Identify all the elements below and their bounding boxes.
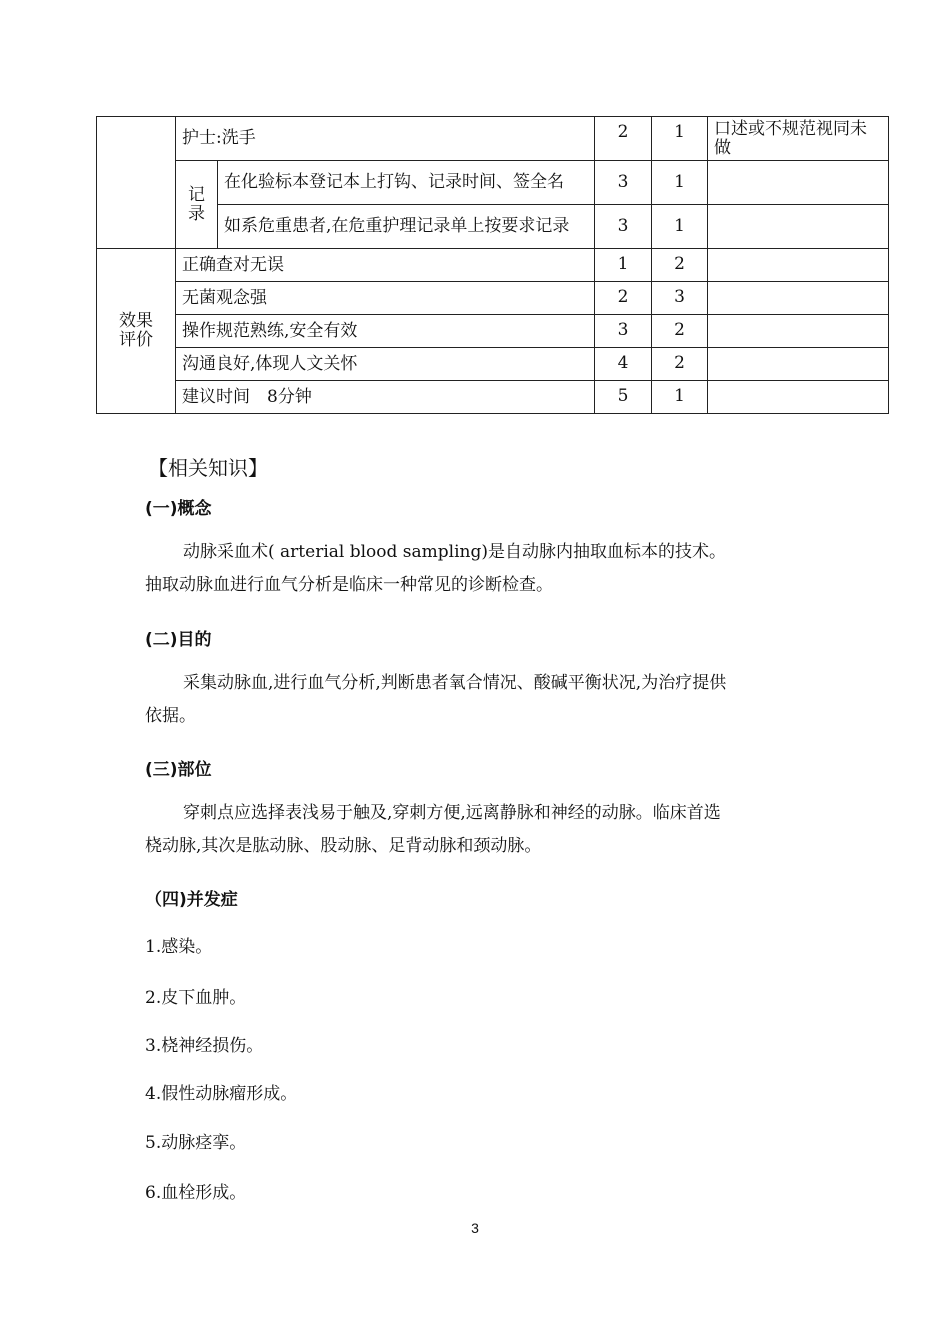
site-paragraph (145, 797, 805, 863)
weight-cell: 1 (652, 205, 708, 249)
score-cell: 3 (595, 161, 652, 205)
score-cell: 3 (595, 205, 652, 249)
note-cell (708, 348, 889, 381)
section-title: 【相关知识】 (148, 456, 268, 480)
item-cell: 操作规范熟练,安全有效 (176, 315, 595, 348)
scoring-table (96, 116, 889, 414)
note-cell (708, 282, 889, 315)
note-cell: 口述或不规范视同未做 (708, 117, 889, 161)
purpose-paragraph (145, 667, 805, 733)
concept-line: 动脉采血术( arterial blood sampling)是自动脉内抽取血标本的技术。 (183, 542, 727, 562)
note-cell (708, 381, 889, 414)
list-item: 4.假性动脉瘤形成。 (145, 1084, 298, 1104)
score-cell: 4 (595, 348, 652, 381)
table-row (97, 117, 889, 161)
table-row (97, 249, 889, 282)
table-row (97, 282, 889, 315)
purpose-line: 依据。 (145, 706, 196, 726)
item-cell: 在化验标本登记本上打钩、记录时间、签全名 (218, 161, 595, 205)
site-heading: (三)部位 (145, 760, 212, 780)
weight-cell: 3 (652, 282, 708, 315)
weight-cell: 2 (652, 249, 708, 282)
concept-paragraph (145, 536, 805, 602)
note-cell (708, 249, 889, 282)
complications-heading: （四)并发症 (145, 890, 238, 910)
table-row (97, 348, 889, 381)
table-row (97, 161, 889, 205)
weight-cell: 2 (652, 348, 708, 381)
concept-line: 抽取动脉血进行血气分析是临床一种常见的诊断检查。 (145, 575, 553, 595)
score-cell: 2 (595, 117, 652, 161)
site-line: 穿刺点应选择表浅易于触及,穿刺方便,远离静脉和神经的动脉。临床首选 (183, 803, 721, 823)
page-number: 3 (471, 1220, 479, 1236)
purpose-line: 采集动脉血,进行血气分析,判断患者氧合情况、酸碱平衡状况,为治疗提供 (183, 673, 727, 693)
score-cell: 3 (595, 315, 652, 348)
list-item: 5.动脉痉挛。 (145, 1133, 247, 1153)
score-cell: 2 (595, 282, 652, 315)
site-line: 桡动脉,其次是肱动脉、股动脉、足背动脉和颈动脉。 (145, 836, 542, 856)
item-cell: 无菌观念强 (176, 282, 595, 315)
list-item: 3.桡神经损伤。 (145, 1036, 264, 1056)
weight-cell: 1 (652, 381, 708, 414)
concept-heading: (一)概念 (145, 499, 212, 519)
list-item: 2.皮下血肿。 (145, 988, 247, 1008)
list-item: 6.血栓形成。 (145, 1183, 247, 1203)
record-label: 记 录 (176, 161, 218, 249)
item-cell: 正确查对无误 (176, 249, 595, 282)
purpose-heading: (二)目的 (145, 630, 212, 650)
item-cell: 建议时间 8分钟 (176, 381, 595, 414)
score-cell: 1 (595, 249, 652, 282)
note-cell (708, 315, 889, 348)
weight-cell: 2 (652, 315, 708, 348)
note-cell (708, 205, 889, 249)
item-cell: 护士:洗手 (176, 117, 595, 161)
table-row (97, 315, 889, 348)
weight-cell: 1 (652, 161, 708, 205)
list-item: 1.感染。 (145, 937, 213, 957)
item-cell: 如系危重患者,在危重护理记录单上按要求记录 (218, 205, 595, 249)
table-row (97, 381, 889, 414)
score-cell: 5 (595, 381, 652, 414)
item-cell: 沟通良好,体现人文关怀 (176, 348, 595, 381)
weight-cell: 1 (652, 117, 708, 161)
section-cell-empty (97, 117, 176, 249)
evaluation-label: 效果 评价 (97, 249, 176, 414)
note-cell (708, 161, 889, 205)
